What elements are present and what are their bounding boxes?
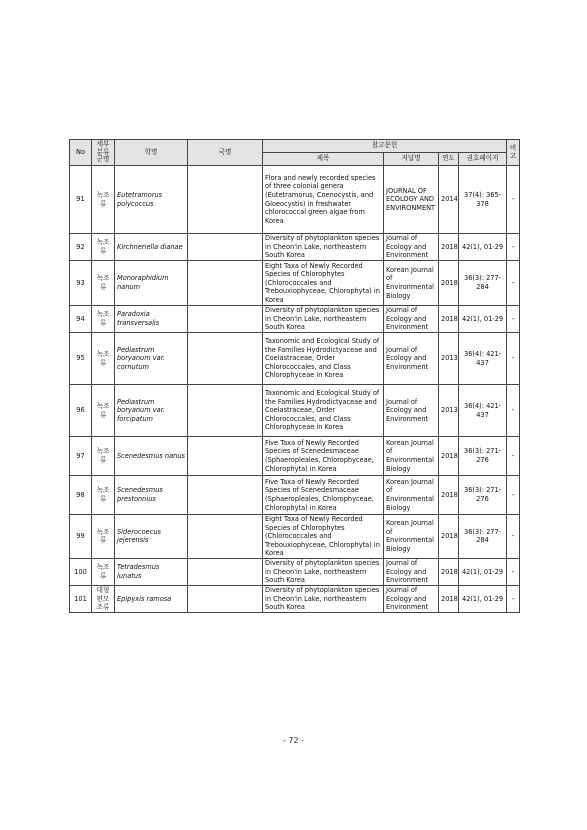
cell-journal: Korean Journal of Environmental Biology [384,515,439,559]
cell-title: Eight Taxa of Newly Recorded Species of Chlorophytes (Chlorococcales and Trebouxiophyceae, Chlorophyta) in Korea [263,515,384,559]
cell-volume: 42(1), 01-29 [459,585,507,612]
table-row [70,558,520,585]
cell-no: 92 [70,234,92,261]
header-references: 참고문헌 [263,140,507,153]
cell-scientific-name: Kirchneriella dianae [115,234,188,261]
cell-remarks: - [507,585,520,612]
cell-korean-name [188,306,263,333]
cell-category: 녹조류 [92,234,115,261]
cell-volume: 36(3): 271-276 [459,476,507,515]
cell-volume: 42(1), 01-29 [459,306,507,333]
table-row [70,515,520,559]
table-row [70,585,520,612]
cell-category: 녹조류 [92,333,115,385]
cell-title: Taxonomic and Ecological Study of the Families Hydrodictyaceae and Coelastraceae, Order Chlorococcales, and Class Chlorophyceae in Korea [263,333,384,385]
cell-journal: Journal of Ecology and Environment [384,585,439,612]
cell-year: 2018 [439,585,459,612]
cell-scientific-name: Scenedesmus nanus [115,437,188,476]
table-row [70,333,520,385]
cell-category: 녹조류 [92,306,115,333]
header-category: 세부 분류군명 [92,140,115,166]
table-row [70,476,520,515]
cell-category: 녹조류 [92,261,115,306]
cell-year: 2018 [439,476,459,515]
cell-journal: JOURNAL OF ECOLOGY AND ENVIRONMENT [384,166,439,234]
cell-korean-name [188,476,263,515]
cell-volume: 36(4): 421-437 [459,385,507,437]
cell-no: 95 [70,333,92,385]
cell-scientific-name: Tetradesmus lunatus [115,558,188,585]
cell-remarks: - [507,234,520,261]
cell-year: 2013 [439,385,459,437]
cell-journal: Korean Journal of Environmental Biology [384,437,439,476]
cell-remarks: - [507,437,520,476]
header-year: 연도 [439,153,459,166]
cell-category: 녹조류 [92,476,115,515]
cell-journal: Journal of Ecology and Environment [384,306,439,333]
cell-volume: 36(3): 277-284 [459,261,507,306]
cell-remarks: - [507,515,520,559]
cell-korean-name [188,333,263,385]
header-journal: 저널명 [384,153,439,166]
header-no: No [70,140,92,166]
cell-scientific-name: Scenedesmus prestonnius [115,476,188,515]
cell-journal: Journal of Ecology and Environment [384,558,439,585]
cell-no: 94 [70,306,92,333]
cell-journal: Korean Journal of Environmental Biology [384,476,439,515]
table-row [70,437,520,476]
table-row [70,166,520,234]
cell-title: Five Taxa of Newly Recorded Species of Scenedesmaceae (Sphaeropleales, Chlorophyceae, Chlorophyta) in Korea [263,476,384,515]
cell-volume: 42(1), 01-29 [459,234,507,261]
cell-korean-name [188,234,263,261]
cell-volume: 36(3): 271-276 [459,437,507,476]
cell-scientific-name: Pediastrum boryanum var. cornutum [115,333,188,385]
table-row [70,261,520,306]
header-scientific-name: 학명 [115,140,188,166]
cell-volume: 36(3): 277-284 [459,515,507,559]
cell-category: 녹조류 [92,515,115,559]
cell-no: 91 [70,166,92,234]
cell-no: 97 [70,437,92,476]
cell-scientific-name: Pediastrum boryanum var. forcipatum [115,385,188,437]
cell-no: 96 [70,385,92,437]
cell-korean-name [188,166,263,234]
cell-category: 녹조류 [92,558,115,585]
cell-year: 2018 [439,515,459,559]
cell-remarks: - [507,333,520,385]
header-remarks: 비고 [507,140,520,166]
cell-title: Taxonomic and Ecological Study of the Families Hydrodictyaceae and Coelastraceae, Order Chlorococcales, and Class Chlorophyceae in Korea [263,385,384,437]
cell-category: 녹조류 [92,437,115,476]
cell-category: 대형편모조류 [92,585,115,612]
cell-year: 2018 [439,558,459,585]
species-table-container [69,139,519,613]
cell-scientific-name: Paradoxia transversalis [115,306,188,333]
cell-year: 2013 [439,333,459,385]
cell-volume: 36(4): 421-437 [459,333,507,385]
page-number: - 72 - [282,736,305,745]
table-row [70,385,520,437]
cell-title: Flora and newly recorded species of three colonial genera (Eutetramorus, Coenocystis, and Gloeocystis) in freshwater chlorococcal green algae from Korea [263,166,384,234]
cell-volume: 37(4): 365-378 [459,166,507,234]
cell-title: Diversity of phytoplankton species in Cheon'in Lake, northeastern South Korea [263,234,384,261]
cell-remarks: - [507,306,520,333]
header-volume: 권호페이지 [459,153,507,166]
cell-remarks: - [507,385,520,437]
cell-journal: Korean Journal of Environmental Biology [384,261,439,306]
table-row [70,234,520,261]
cell-year: 2018 [439,437,459,476]
table-body [70,166,520,613]
cell-scientific-name: Eutetramorus polycoccus [115,166,188,234]
cell-scientific-name: Monoraphidium nanum [115,261,188,306]
cell-journal: Journal of Ecology and Environment [384,234,439,261]
cell-korean-name [188,385,263,437]
cell-scientific-name: Epipyxis ramosa [115,585,188,612]
header-korean-name: 국명 [188,140,263,166]
cell-title: Diversity of phytoplankton species in Cheon'in Lake, northeastern South Korea [263,306,384,333]
header-title: 제목 [263,153,384,166]
cell-title: Diversity of phytoplankton species in Cheon'in Lake, northeastern South Korea [263,558,384,585]
cell-no: 99 [70,515,92,559]
cell-scientific-name: Siderocoecus jejerensis [115,515,188,559]
cell-year: 2014 [439,166,459,234]
cell-no: 98 [70,476,92,515]
cell-year: 2018 [439,261,459,306]
cell-journal: Journal of Ecology and Environment [384,385,439,437]
cell-korean-name [188,585,263,612]
cell-remarks: - [507,558,520,585]
cell-korean-name [188,558,263,585]
cell-journal: Journal of Ecology and Environment [384,333,439,385]
cell-korean-name [188,437,263,476]
cell-volume: 42(1), 01-29 [459,558,507,585]
cell-remarks: - [507,166,520,234]
cell-category: 녹조류 [92,385,115,437]
cell-title: Five Taxa of Newly Recorded Species of Scenedesmaceae (Sphaeropleales, Chlorophyceae, Chlorophyta) in Korea [263,437,384,476]
cell-year: 2018 [439,234,459,261]
cell-no: 100 [70,558,92,585]
table-row [70,306,520,333]
cell-remarks: - [507,261,520,306]
cell-korean-name [188,515,263,559]
cell-remarks: - [507,476,520,515]
cell-title: Diversity of phytoplankton species in Cheon'in Lake, northeastern South Korea [263,585,384,612]
cell-title: Eight Taxa of Newly Recorded Species of Chlorophytes (Chlorococcales and Trebouxiophyceae, Chlorophyta) in Korea [263,261,384,306]
table-header [70,140,520,166]
cell-korean-name [188,261,263,306]
species-reference-table [69,139,520,613]
cell-category: 녹조류 [92,166,115,234]
cell-no: 101 [70,585,92,612]
cell-year: 2018 [439,306,459,333]
cell-no: 93 [70,261,92,306]
